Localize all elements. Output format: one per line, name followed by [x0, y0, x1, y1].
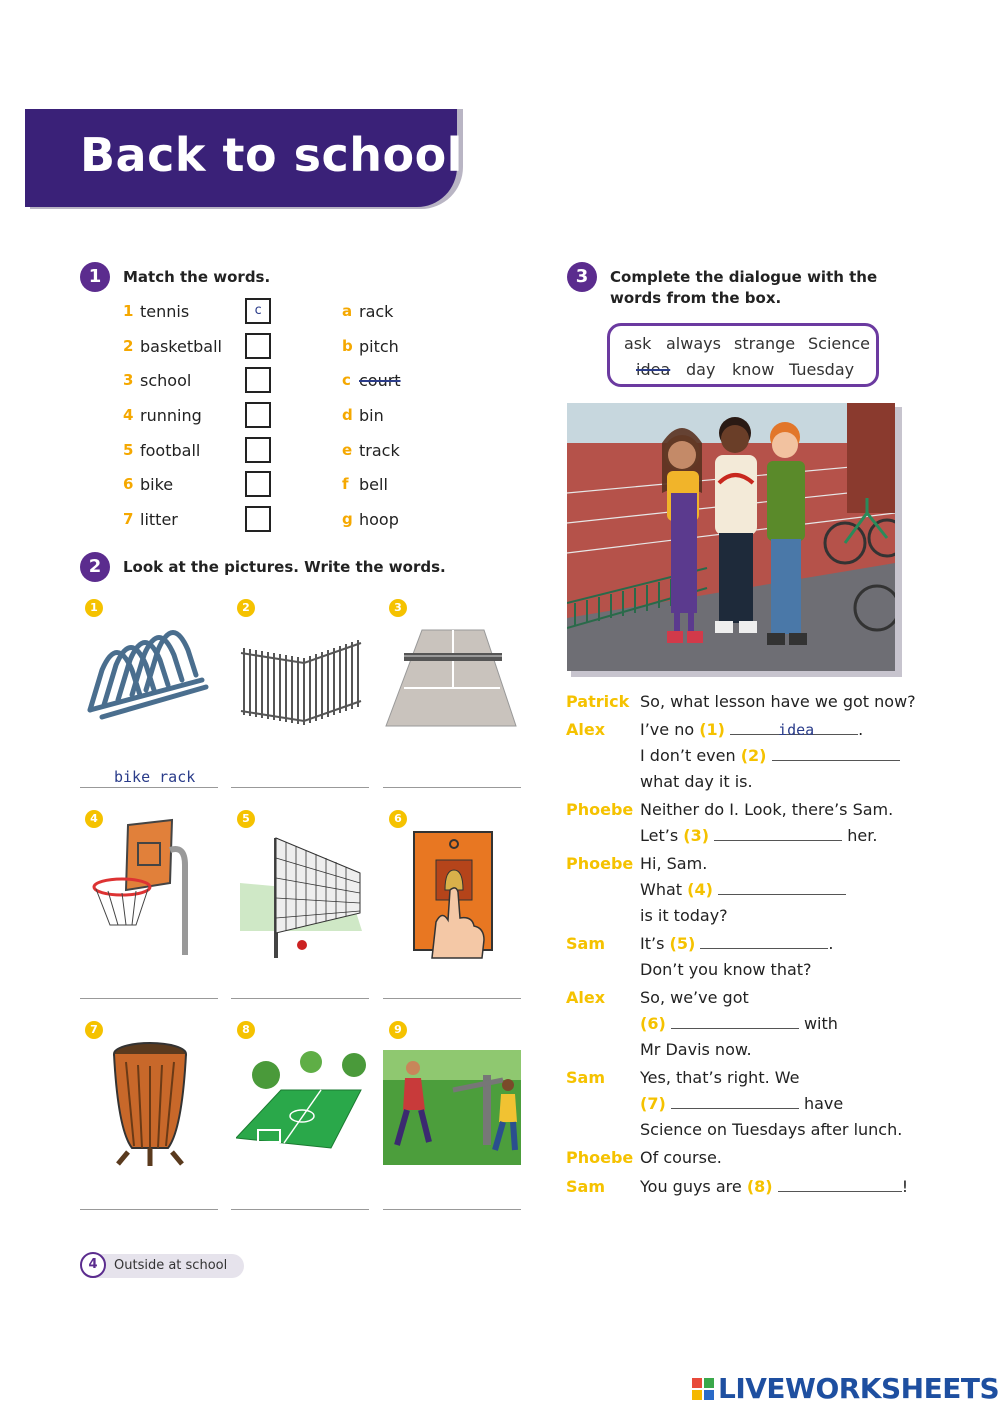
exercise-3-number: 3: [567, 262, 597, 292]
picture-number: 9: [389, 1021, 407, 1039]
match-number: 3: [123, 371, 134, 389]
dialogue-line: what day it is.: [640, 772, 753, 791]
match-option: bell: [359, 475, 388, 494]
match-option: pitch: [359, 337, 399, 356]
speaker-name: Phoebe: [566, 854, 634, 873]
line-text: .: [828, 934, 834, 953]
exercise-1-instruction: Match the words.: [123, 268, 271, 286]
line-text: have: [803, 1094, 844, 1113]
football-pitch-picture: [236, 1050, 366, 1150]
gap-number: (5): [669, 934, 696, 953]
answer-line-4[interactable]: [80, 998, 218, 999]
word-box-item: day: [686, 360, 716, 379]
match-word: tennis: [140, 302, 190, 321]
line-text: You guys are: [640, 1177, 742, 1196]
answer-line-1[interactable]: [80, 787, 218, 788]
match-letter: b: [342, 337, 353, 355]
line-text: with: [803, 1014, 838, 1033]
match-letter: d: [342, 406, 353, 424]
dialogue-line: Mr Davis now.: [640, 1040, 752, 1059]
dialogue-line: [640, 1177, 908, 1196]
dialogue-line: Science on Tuesdays after lunch.: [640, 1120, 903, 1139]
tennis-net-picture: [240, 833, 365, 963]
gap-number: (6): [640, 1014, 666, 1033]
word-box-item: know: [732, 360, 775, 379]
speaker-name: Patrick: [566, 692, 630, 711]
dialogue-line: [640, 880, 846, 899]
dialogue-line: Neither do I. Look, there’s Sam.: [640, 800, 894, 819]
gap-5-input[interactable]: [700, 934, 828, 949]
match-answer-box-4[interactable]: [245, 402, 271, 428]
line-text: I don’t even: [640, 746, 736, 765]
speaker-name: Phoebe: [566, 800, 634, 819]
match-option-used: court: [359, 371, 401, 390]
line-text: Let’s: [640, 826, 679, 845]
line-text: her.: [847, 826, 878, 845]
gap-number: (3): [683, 826, 710, 845]
dialogue-line: Of course.: [640, 1148, 722, 1167]
match-letter: a: [342, 302, 353, 320]
liveworksheets-watermark: LIVEWORKSHEETS: [718, 1372, 1000, 1405]
gap-number: (2): [740, 746, 767, 765]
match-option: rack: [359, 302, 394, 321]
dialogue-line: Yes, that’s right. We: [640, 1068, 800, 1087]
line-text: I’ve no: [640, 720, 695, 739]
match-word: bike: [140, 475, 174, 494]
speaker-name: Sam: [566, 1068, 605, 1087]
match-answer-box-6[interactable]: [245, 471, 271, 497]
dialogue-line: [640, 720, 863, 739]
match-answer-box-1[interactable]: c: [245, 298, 271, 324]
gap-3-input[interactable]: [714, 826, 842, 841]
match-option: hoop: [359, 510, 399, 529]
word-box-item: ask: [624, 334, 652, 353]
dialogue-line: So, what lesson have we got now?: [640, 692, 916, 711]
answer-line-2[interactable]: [231, 787, 369, 788]
school-bell-picture: [412, 830, 497, 960]
gap-number: (7): [640, 1094, 666, 1113]
exercise-2-instruction: Look at the pictures. Write the words.: [123, 558, 446, 576]
line-text: .: [858, 720, 864, 739]
answer-line-6[interactable]: [383, 998, 521, 999]
picture-number: 8: [237, 1021, 255, 1039]
answer-line-5[interactable]: [231, 998, 369, 999]
exercise-3-instruction-line2: words from the box.: [610, 289, 782, 307]
fence-picture: [236, 633, 366, 728]
match-number: 7: [123, 510, 134, 528]
picture-number: 7: [85, 1021, 103, 1039]
gap-6-input[interactable]: [671, 1014, 799, 1029]
speaker-name: Alex: [566, 720, 606, 739]
answer-line-8[interactable]: [231, 1209, 369, 1210]
dialogue-line: So, we’ve got: [640, 988, 749, 1007]
line-text: What: [640, 880, 683, 899]
dialogue-line: Hi, Sam.: [640, 854, 708, 873]
picture-number: 3: [389, 599, 407, 617]
match-answer-box-2[interactable]: [245, 333, 271, 359]
page-title: Back to school: [80, 128, 463, 182]
gap-1-answer: idea: [778, 721, 815, 739]
litter-bin-picture: [110, 1040, 195, 1170]
exercise-2-number: 2: [80, 552, 110, 582]
tennis-court-picture: [384, 628, 519, 728]
match-number: 6: [123, 475, 134, 493]
dialogue-line: [640, 1094, 843, 1113]
match-number: 5: [123, 441, 134, 459]
word-box-item: Tuesday: [789, 360, 855, 379]
match-answer-box-3[interactable]: [245, 367, 271, 393]
match-letter: f: [342, 475, 349, 493]
gap-number: (1): [699, 720, 725, 739]
match-word: running: [140, 406, 202, 425]
answer-line-7[interactable]: [80, 1209, 218, 1210]
gap-1-input[interactable]: [730, 720, 858, 739]
word-box-item-used: idea: [636, 360, 671, 379]
match-number: 2: [123, 337, 134, 355]
line-text: It’s: [640, 934, 665, 953]
dialogue-line: [640, 1014, 838, 1033]
speaker-name: Sam: [566, 934, 605, 953]
gap-7-input[interactable]: [671, 1094, 799, 1109]
page-number: 4: [80, 1252, 106, 1278]
gap-4-input[interactable]: [718, 880, 846, 895]
match-answer-box-5[interactable]: [245, 437, 271, 463]
word-box-item: always: [666, 334, 721, 353]
match-letter: e: [342, 441, 353, 459]
exercise-1-number: 1: [80, 262, 110, 292]
match-word: school: [140, 371, 192, 390]
gap-8-input[interactable]: [778, 1177, 902, 1192]
picture-number: 1: [85, 599, 103, 617]
match-option: bin: [359, 406, 384, 425]
match-number: 1: [123, 302, 134, 320]
bike-rack-picture: [82, 625, 212, 725]
speaker-name: Alex: [566, 988, 606, 1007]
match-letter: c: [342, 371, 351, 389]
liveworksheets-logo-icon: [692, 1378, 714, 1400]
answer-line-9[interactable]: [383, 1209, 521, 1210]
picture-number: 5: [237, 810, 255, 828]
exercise-3-instruction-line1: Complete the dialogue with the: [610, 268, 878, 286]
dialogue-line: Don’t you know that?: [640, 960, 812, 979]
picture-number: 4: [85, 810, 103, 828]
line-text: !: [901, 1177, 909, 1196]
match-number: 4: [123, 406, 134, 424]
picture-number: 2: [237, 599, 255, 617]
match-word: litter: [140, 510, 178, 529]
speaker-name: Phoebe: [566, 1148, 634, 1167]
match-word: football: [140, 441, 201, 460]
word-box-item: Science: [808, 334, 871, 353]
gap-2-input[interactable]: [772, 746, 900, 761]
speaker-name: Sam: [566, 1177, 605, 1196]
basketball-hoop-picture: [90, 815, 195, 955]
match-option: track: [359, 441, 400, 460]
dialogue-line: is it today?: [640, 906, 728, 925]
unit-label: Outside at school: [114, 1258, 228, 1273]
students-illustration: [567, 403, 895, 671]
answer-line-3[interactable]: [383, 787, 521, 788]
gap-number: (4): [687, 880, 713, 899]
outdoor-gym-picture: [383, 1050, 521, 1165]
picture-number: 6: [389, 810, 407, 828]
word-box-item: strange: [734, 334, 796, 353]
match-letter: g: [342, 510, 353, 528]
dialogue-line: [640, 934, 833, 953]
dialogue-line: [640, 826, 877, 845]
match-word: basketball: [140, 337, 222, 356]
match-answer-box-7[interactable]: [245, 506, 271, 532]
gap-number: (8): [746, 1177, 773, 1196]
dialogue-line: [640, 746, 900, 765]
picture-answer[interactable]: bike rack: [114, 768, 196, 786]
